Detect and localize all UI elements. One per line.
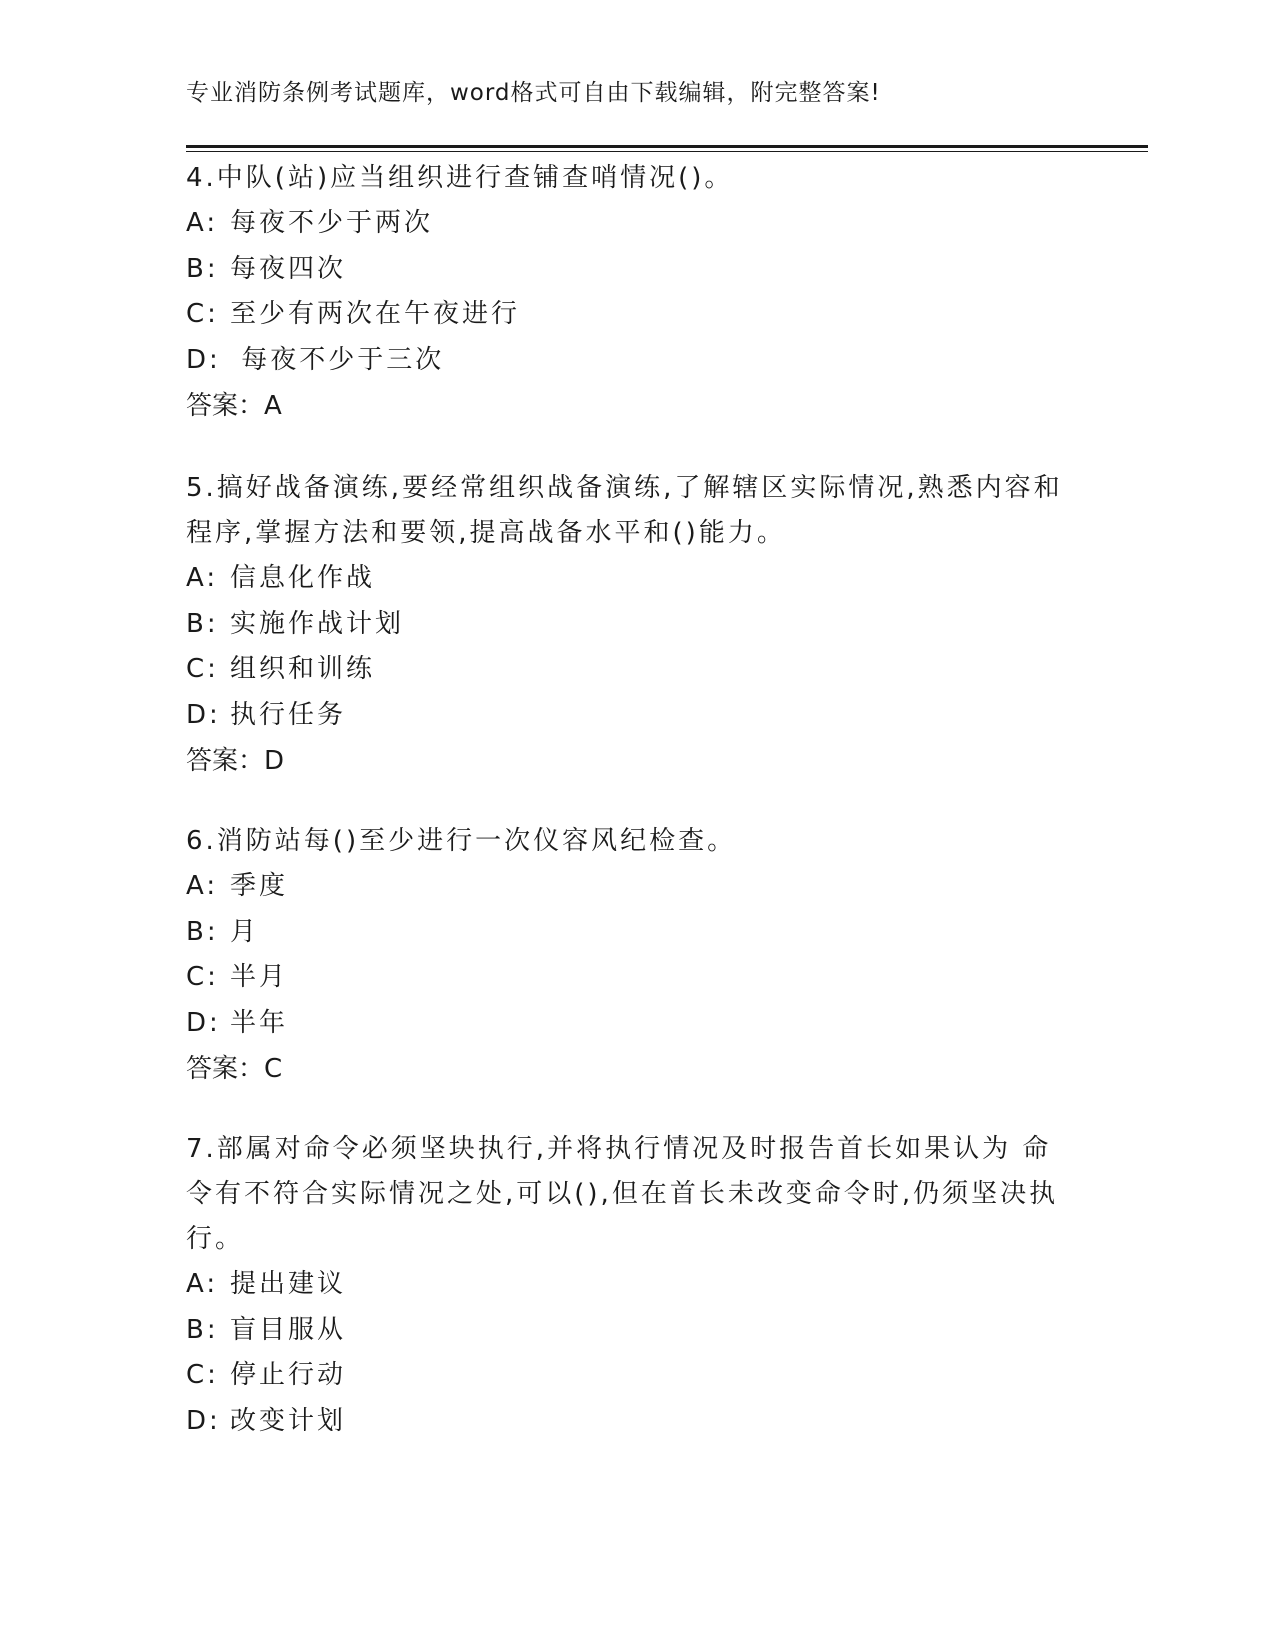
question-stem: 5.搞好战备演练,要经常组织战备演练,了解辖区实际情况,熟悉内容和程序,掌握方法和要领,提高战备水平和()能力。 [186,473,1063,548]
option-key: A: [186,563,219,593]
option-c [186,292,1086,338]
option-text: 提出建议 [230,1269,347,1299]
option-c [186,1353,1086,1399]
answer-line [186,1046,1086,1092]
option-key: C: [186,962,219,992]
option-text: 季度 [230,871,289,901]
option-d [186,693,1086,739]
page-header: 专业消防条例考试题库，word格式可自由下载编辑，附完整答案! [186,80,881,106]
option-text: 信息化作战 [230,563,376,593]
option-key: A: [186,871,219,901]
question-5 [186,466,1086,784]
option-key: D: [186,1007,221,1038]
question-list [186,156,1086,1479]
answer-label: 答案： [186,391,265,421]
option-key: D: [186,699,221,730]
option-text: 半月 [230,962,289,992]
question-7 [186,1127,1086,1444]
option-text: 盲目服从 [230,1314,347,1345]
option-key: C: [186,654,219,684]
option-d [186,1001,1086,1047]
option-key: B: [186,916,219,947]
answer-line [186,383,1086,429]
question-6 [186,819,1086,1092]
answer-line [186,738,1086,784]
option-key: C: [186,1360,219,1390]
header-rule-thin [186,151,1148,152]
answer-label: 答案： [186,746,265,776]
option-text: 半年 [230,1007,289,1038]
option-key: C: [186,299,219,329]
answer-value: C [264,1054,283,1084]
option-b [186,1308,1086,1354]
option-text: 组织和训练 [230,654,376,684]
option-c [186,647,1086,693]
option-key: A: [186,208,219,238]
option-b [186,247,1086,293]
option-text: 每夜四次 [230,253,347,284]
option-key: B: [186,608,219,639]
option-text: 执行任务 [230,699,347,730]
answer-value: A [264,391,282,421]
option-key: D: [186,1405,221,1436]
option-text: 改变计划 [230,1405,347,1436]
option-d [186,338,1086,384]
question-4 [186,156,1086,429]
option-key: A: [186,1269,219,1299]
option-key: B: [186,253,219,284]
option-a [186,556,1086,602]
option-key: B: [186,1314,219,1345]
question-stem: 4.中队(站)应当组织进行查铺查哨情况()。 [186,163,734,193]
option-c [186,955,1086,1001]
question-stem: 6.消防站每()至少进行一次仪容风纪检查。 [186,826,737,856]
option-b [186,910,1086,956]
answer-value: D [264,746,285,776]
header-rule-thick [186,145,1148,148]
option-text: 每夜不少于三次 [230,344,445,375]
option-a [186,1262,1086,1308]
option-a [186,864,1086,910]
option-text: 至少有两次在午夜进行 [230,299,521,329]
option-d [186,1399,1086,1445]
answer-label: 答案： [186,1054,265,1084]
option-a [186,201,1086,247]
option-text: 月 [230,916,260,947]
option-text: 实施作战计划 [230,608,405,639]
question-stem: 7.部属对命令必须坚块执行,并将执行情况及时报告首长如果认为 命令有不符合实际情况之处,可以(),但在首长未改变命令时,仍须坚决执行。 [186,1134,1059,1254]
option-text: 停止行动 [230,1360,347,1390]
option-b [186,602,1086,648]
option-key: D: [186,344,221,375]
option-text: 每夜不少于两次 [230,208,434,238]
